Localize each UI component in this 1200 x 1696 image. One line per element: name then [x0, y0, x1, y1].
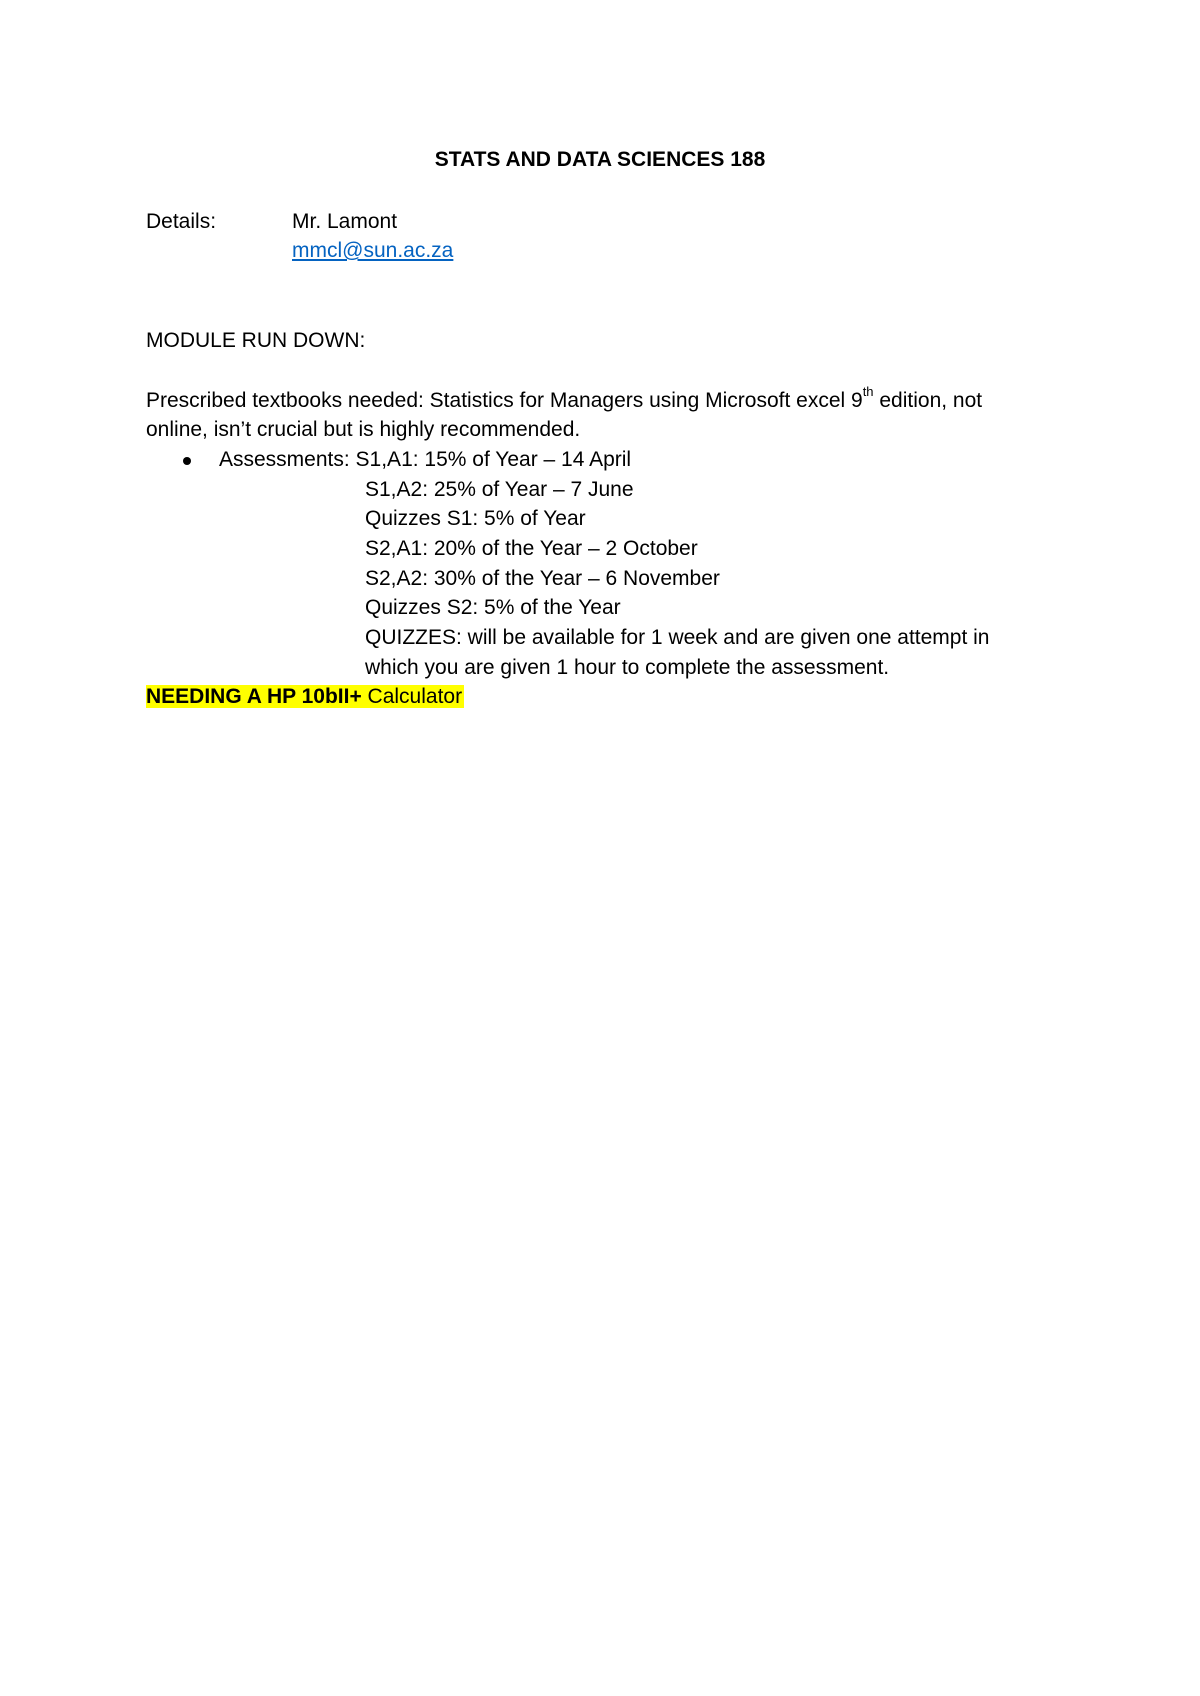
assessments-first-line: Assessments: S1,A1: 15% of Year – 14 April	[219, 448, 632, 471]
assessment-item: S2,A1: 20% of the Year – 2 October	[365, 537, 698, 560]
assessment-item: S1,A2: 25% of Year – 7 June	[365, 478, 634, 501]
assessment-item: Quizzes S2: 5% of the Year	[365, 596, 621, 619]
bullet-icon	[183, 457, 191, 465]
textbook-line-2: online, isn’t crucial but is highly recommended.	[146, 418, 581, 441]
details-label: Details:	[146, 210, 217, 233]
assessment-item: S2,A2: 30% of the Year – 6 November	[365, 567, 720, 590]
section-heading: MODULE RUN DOWN:	[146, 329, 366, 352]
document-title: STATS AND DATA SCIENCES 188	[434, 148, 766, 171]
quizzes-note-line-1: QUIZZES: will be available for 1 week and are given one attempt in	[365, 626, 990, 649]
calculator-note	[146, 683, 464, 711]
assessment-item: Quizzes S1: 5% of Year	[365, 507, 586, 530]
quizzes-note-line-2: which you are given 1 hour to complete the assessment.	[365, 656, 890, 679]
calculator-word: Calculator	[361, 685, 463, 708]
textbook-text-end: edition, not	[873, 389, 983, 412]
edition-superscript: th	[862, 384, 874, 399]
textbook-line-1	[146, 384, 983, 415]
lecturer-name: Mr. Lamont	[292, 210, 398, 233]
calculator-highlight	[146, 685, 464, 708]
calculator-model: NEEDING A HP 10bII+	[146, 685, 362, 708]
email-link[interactable]: mmcl@sun.ac.za	[292, 239, 454, 262]
textbook-text: Prescribed textbooks needed: Statistics for Managers using Microsoft excel 9	[146, 389, 863, 412]
